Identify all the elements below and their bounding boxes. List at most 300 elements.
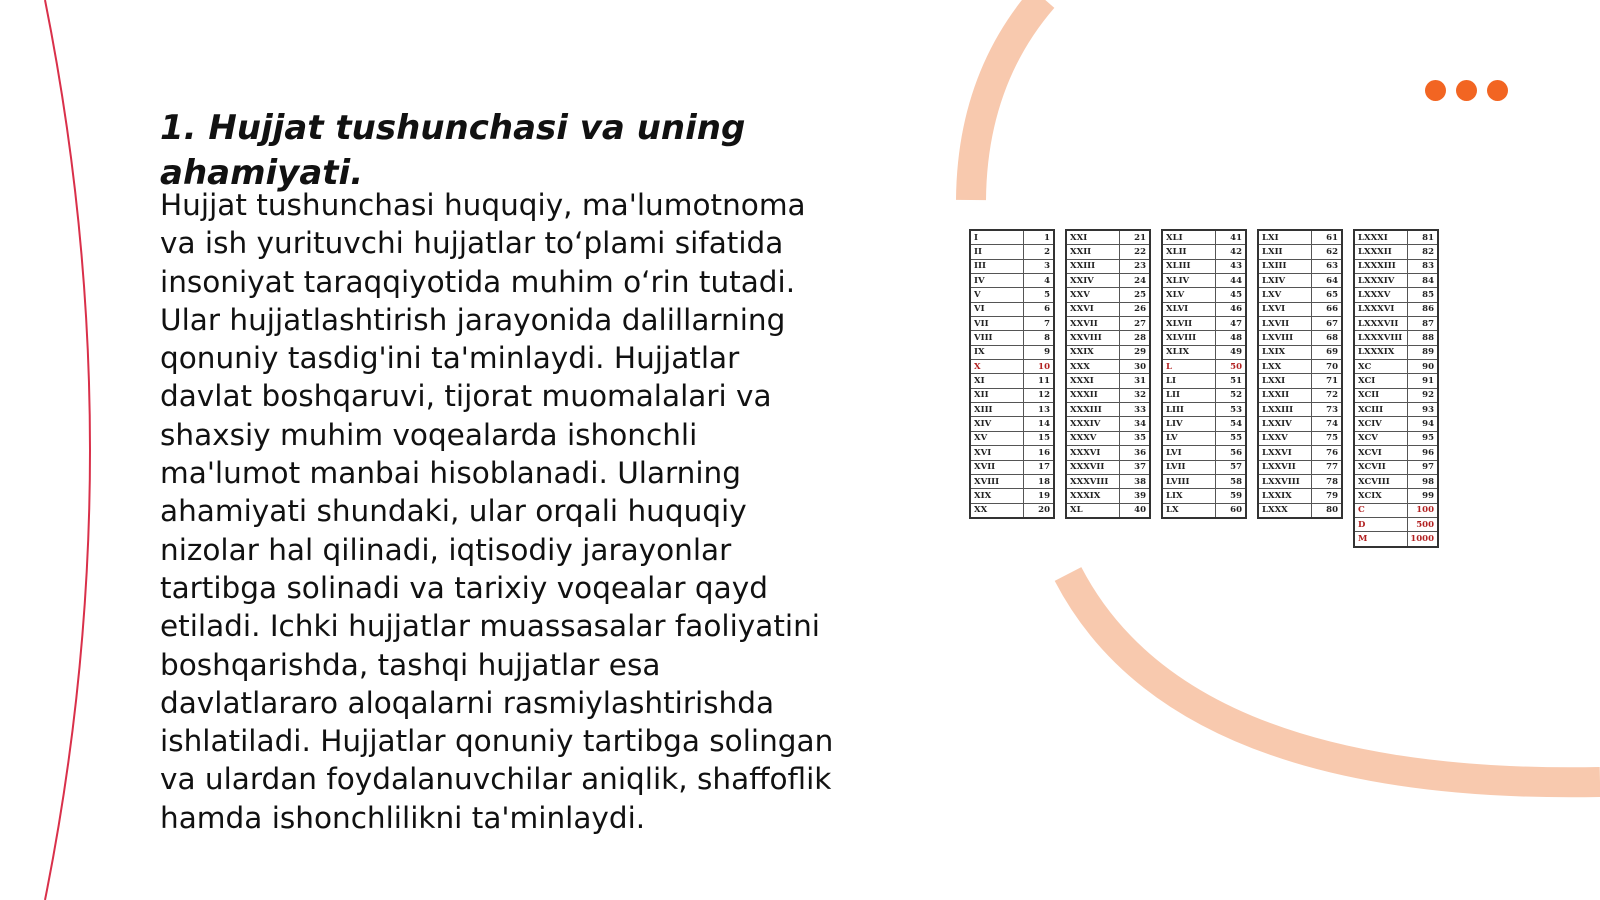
roman-numeral: XVI: [974, 446, 1024, 459]
roman-numeral: XXII: [1070, 245, 1120, 258]
numeral-table-row: [1355, 317, 1437, 331]
arabic-number: 69: [1326, 347, 1338, 358]
roman-numeral: LXXIII: [1262, 403, 1312, 416]
roman-numeral: LXXXVI: [1358, 303, 1408, 316]
arabic-number: 34: [1134, 419, 1146, 430]
roman-numeral: XLI: [1166, 231, 1216, 244]
numeral-table-column: [1161, 229, 1247, 519]
roman-numeral: XLVII: [1166, 317, 1216, 330]
arabic-number: 84: [1422, 275, 1434, 286]
numeral-table-row: [1355, 461, 1437, 475]
arabic-number: 90: [1422, 361, 1434, 372]
arabic-number: 94: [1422, 419, 1434, 430]
arabic-number: 13: [1038, 404, 1050, 415]
arabic-number: 12: [1038, 390, 1050, 401]
numeral-table-row: [971, 231, 1053, 245]
arabic-number: 91: [1422, 376, 1434, 387]
arabic-number: 35: [1134, 433, 1146, 444]
numeral-table-row: [1355, 475, 1437, 489]
roman-numeral: LXXIX: [1262, 489, 1312, 502]
numeral-table-row: [1163, 504, 1245, 517]
arabic-number: 23: [1134, 261, 1146, 272]
numeral-table-row: [1355, 532, 1437, 545]
numeral-table-row: [1067, 417, 1149, 431]
roman-numeral: XXXVIII: [1070, 475, 1120, 488]
numeral-table-row: [1355, 274, 1437, 288]
arabic-number: 79: [1326, 490, 1338, 501]
roman-numeral: XXXIV: [1070, 417, 1120, 430]
numeral-table-row: [1067, 346, 1149, 360]
roman-numeral: LXIII: [1262, 260, 1312, 273]
numeral-table-row: [1355, 331, 1437, 345]
numeral-table-column: [1065, 229, 1151, 519]
roman-numeral: XLIX: [1166, 346, 1216, 359]
numeral-table-row: [1163, 317, 1245, 331]
roman-numeral: XLV: [1166, 288, 1216, 301]
numeral-table-row: [1355, 489, 1437, 503]
numeral-table-row: [1067, 403, 1149, 417]
numeral-table-row: [1355, 360, 1437, 374]
arabic-number: 9: [1044, 347, 1050, 358]
roman-numeral: LII: [1166, 389, 1216, 402]
roman-numeral: LXXXIII: [1358, 260, 1408, 273]
numeral-table-row: [1355, 303, 1437, 317]
numeral-table-row: [1163, 231, 1245, 245]
numeral-table-row: [1067, 260, 1149, 274]
numeral-table-row: [1067, 288, 1149, 302]
arabic-number: 30: [1134, 361, 1146, 372]
orange-arc-top: [971, 0, 1043, 200]
roman-numeral: XXVI: [1070, 303, 1120, 316]
arabic-number: 15: [1038, 433, 1050, 444]
arabic-number: 21: [1134, 232, 1146, 243]
numeral-table-column: [1257, 229, 1343, 519]
roman-numeral: LXXV: [1262, 432, 1312, 445]
arabic-number: 77: [1326, 462, 1338, 473]
roman-numeral: LI: [1166, 374, 1216, 387]
numeral-table-row: [971, 403, 1053, 417]
roman-numeral: LIX: [1166, 489, 1216, 502]
numeral-table-row: [1259, 432, 1341, 446]
numeral-table-row: [971, 288, 1053, 302]
arabic-number: 95: [1422, 433, 1434, 444]
numeral-table-row: [1067, 245, 1149, 259]
roman-numeral: LXI: [1262, 231, 1312, 244]
arabic-number: 85: [1422, 290, 1434, 301]
orange-arc-bottom: [1068, 574, 1600, 782]
numeral-table-row: [1355, 260, 1437, 274]
numeral-table-row: [971, 432, 1053, 446]
numeral-table-row: [971, 245, 1053, 259]
roman-numeral: VI: [974, 303, 1024, 316]
roman-numeral: VII: [974, 317, 1024, 330]
numeral-table-row: [971, 360, 1053, 374]
roman-numeral: LXIV: [1262, 274, 1312, 287]
roman-numeral: III: [974, 260, 1024, 273]
roman-numeral: L: [1166, 360, 1216, 373]
numeral-table-row: [1163, 461, 1245, 475]
roman-numeral: XXXI: [1070, 374, 1120, 387]
arabic-number: 40: [1134, 505, 1146, 516]
arabic-number: 63: [1326, 261, 1338, 272]
arabic-number: 1: [1044, 232, 1050, 243]
numeral-table-row: [971, 303, 1053, 317]
arabic-number: 67: [1326, 318, 1338, 329]
arabic-number: 93: [1422, 404, 1434, 415]
arabic-number: 50: [1230, 361, 1242, 372]
numeral-table-row: [971, 417, 1053, 431]
arabic-number: 8: [1044, 333, 1050, 344]
numeral-table-row: [1355, 417, 1437, 431]
arabic-number: 97: [1422, 462, 1434, 473]
numeral-table-row: [971, 374, 1053, 388]
roman-numeral: XCIX: [1358, 489, 1408, 502]
arabic-number: 33: [1134, 404, 1146, 415]
numeral-table-row: [1067, 231, 1149, 245]
arabic-number: 96: [1422, 447, 1434, 458]
arabic-number: 19: [1038, 490, 1050, 501]
roman-numeral: XXXVII: [1070, 461, 1120, 474]
arabic-number: 11: [1038, 376, 1050, 387]
arabic-number: 1000: [1410, 533, 1434, 544]
arabic-number: 73: [1326, 404, 1338, 415]
arabic-number: 74: [1326, 419, 1338, 430]
numeral-table-row: [1355, 403, 1437, 417]
roman-numeral: XXV: [1070, 288, 1120, 301]
roman-numeral: LXXIV: [1262, 417, 1312, 430]
roman-numeral: XXX: [1070, 360, 1120, 373]
roman-numeral: I: [974, 231, 1024, 244]
arabic-number: 76: [1326, 447, 1338, 458]
arabic-number: 2: [1044, 247, 1050, 258]
arabic-number: 98: [1422, 476, 1434, 487]
roman-numeral: XXXIII: [1070, 403, 1120, 416]
slide-title: 1. Hujjat tushunchasi va uning ahamiyati.: [160, 108, 746, 193]
numeral-table-row: [971, 446, 1053, 460]
roman-numeral: LXXVIII: [1262, 475, 1312, 488]
roman-numeral: LXXXV: [1358, 288, 1408, 301]
numeral-table-row: [1355, 288, 1437, 302]
arabic-number: 37: [1134, 462, 1146, 473]
numeral-table-row: [1067, 389, 1149, 403]
arabic-number: 71: [1326, 376, 1338, 387]
numeral-table-row: [1067, 374, 1149, 388]
arabic-number: 500: [1416, 519, 1434, 530]
numeral-table-row: [1067, 360, 1149, 374]
roman-numeral: VIII: [974, 331, 1024, 344]
arabic-number: 28: [1134, 333, 1146, 344]
numeral-table-row: [1355, 504, 1437, 518]
roman-numeral: LXXII: [1262, 389, 1312, 402]
roman-numeral: XCVII: [1358, 461, 1408, 474]
numeral-table-row: [1163, 360, 1245, 374]
roman-numeral: XXVII: [1070, 317, 1120, 330]
roman-numeral: XII: [974, 389, 1024, 402]
dot-icon: [1487, 80, 1508, 101]
arabic-number: 17: [1038, 462, 1050, 473]
roman-numeral: XXXV: [1070, 432, 1120, 445]
arabic-number: 32: [1134, 390, 1146, 401]
arabic-number: 65: [1326, 290, 1338, 301]
roman-numeral: LXX: [1262, 360, 1312, 373]
roman-numeral: XLIII: [1166, 260, 1216, 273]
numeral-table-row: [1067, 274, 1149, 288]
roman-numeral: D: [1358, 518, 1408, 531]
numeral-table-column: [1353, 229, 1439, 548]
numeral-table-row: [1259, 303, 1341, 317]
numeral-table-row: [971, 489, 1053, 503]
arabic-number: 66: [1326, 304, 1338, 315]
arabic-number: 58: [1230, 476, 1242, 487]
numeral-table-row: [1259, 260, 1341, 274]
numeral-table-row: [1067, 504, 1149, 517]
roman-numeral: LX: [1166, 504, 1216, 517]
roman-numeral: XVIII: [974, 475, 1024, 488]
roman-numeral: XX: [974, 504, 1024, 517]
roman-numeral: XCVIII: [1358, 475, 1408, 488]
roman-numeral: XCV: [1358, 432, 1408, 445]
roman-numeral: LVIII: [1166, 475, 1216, 488]
roman-numeral: XLIV: [1166, 274, 1216, 287]
numeral-table-row: [1259, 245, 1341, 259]
arabic-number: 31: [1134, 376, 1146, 387]
arabic-number: 10: [1038, 361, 1050, 372]
numeral-table-row: [1067, 446, 1149, 460]
arabic-number: 52: [1230, 390, 1242, 401]
roman-numeral: XL: [1070, 504, 1120, 517]
numeral-table-row: [1259, 288, 1341, 302]
slide-body-text: Hujjat tushunchasi huquqiy, ma'lumotnoma va ish yurituvchi hujjatlar to‘plami sifatida insoniyat taraqqiyotida muhim o‘rin tutadi. Ular hujjatlashtirish jarayonida dalillarning qonuniy tasdig'ini ta'minlaydi. Hujjatlar davlat boshqaruvi, tijorat muomalalari va shaxsiy muhim voqealarda ishonchli ma'lumot manbai hisoblanadi. Ularning ahamiyati shundaki, ular orqali huquqiy nizolar hal qilinadi, iqtisodiy jarayonlar tartibga solinadi va tarixiy voqealar qayd etiladi. Ichki hujjatlar muassasalar faoliyatini boshqarishda, tashqi hujjatlar esa davlatlararo aloqalarni rasmiylashtirishda ishlatiladi. Hujjatlar qonuniy tartibga solingan va ulardan foydalanuvchilar aniqlik, shaffoflik hamda ishonchlilikni ta'minlaydi.: [160, 188, 834, 835]
numeral-table-row: [971, 274, 1053, 288]
numeral-table-row: [1163, 374, 1245, 388]
roman-numeral: XLII: [1166, 245, 1216, 258]
roman-numeral: XXVIII: [1070, 331, 1120, 344]
roman-numeral: LXII: [1262, 245, 1312, 258]
numeral-table-row: [1067, 475, 1149, 489]
numeral-table-row: [1355, 245, 1437, 259]
numeral-table-row: [1067, 303, 1149, 317]
roman-numeral: LXXVI: [1262, 446, 1312, 459]
arabic-number: 68: [1326, 333, 1338, 344]
numeral-table-row: [1067, 432, 1149, 446]
numeral-table-row: [971, 504, 1053, 517]
numeral-table-row: [1259, 346, 1341, 360]
numeral-table-row: [1163, 346, 1245, 360]
arabic-number: 86: [1422, 304, 1434, 315]
arabic-number: 46: [1230, 304, 1242, 315]
arabic-number: 18: [1038, 476, 1050, 487]
arabic-number: 56: [1230, 447, 1242, 458]
roman-numeral: XXI: [1070, 231, 1120, 244]
numeral-table-column: [969, 229, 1055, 519]
arabic-number: 100: [1416, 505, 1434, 516]
roman-numeral: LXXXI: [1358, 231, 1408, 244]
numeral-table-row: [1355, 374, 1437, 388]
roman-numeral: IX: [974, 346, 1024, 359]
numeral-table-row: [971, 346, 1053, 360]
arabic-number: 99: [1422, 490, 1434, 501]
roman-numeral: LXXXVIII: [1358, 331, 1408, 344]
roman-numeral: XIII: [974, 403, 1024, 416]
roman-numeral: XLVIII: [1166, 331, 1216, 344]
arabic-number: 70: [1326, 361, 1338, 372]
numeral-table-row: [971, 461, 1053, 475]
dots-decoration: [1425, 80, 1508, 101]
arabic-number: 5: [1044, 290, 1050, 301]
arabic-number: 22: [1134, 247, 1146, 258]
numeral-table-row: [1259, 274, 1341, 288]
roman-numeral: LXV: [1262, 288, 1312, 301]
arabic-number: 87: [1422, 318, 1434, 329]
roman-numeral: X: [974, 360, 1024, 373]
numeral-table-row: [1067, 317, 1149, 331]
roman-numeral: XXIX: [1070, 346, 1120, 359]
arabic-number: 36: [1134, 447, 1146, 458]
roman-numeral: XIX: [974, 489, 1024, 502]
numeral-table-row: [1259, 504, 1341, 517]
numeral-table-row: [1163, 274, 1245, 288]
numeral-table-row: [1163, 331, 1245, 345]
numeral-table-row: [1067, 489, 1149, 503]
arabic-number: 20: [1038, 505, 1050, 516]
arabic-number: 4: [1044, 275, 1050, 286]
arabic-number: 61: [1326, 232, 1338, 243]
arabic-number: 3: [1044, 261, 1050, 272]
roman-numeral: LXVII: [1262, 317, 1312, 330]
arabic-number: 92: [1422, 390, 1434, 401]
roman-numeral: XIV: [974, 417, 1024, 430]
roman-numeral: XC: [1358, 360, 1408, 373]
arabic-number: 26: [1134, 304, 1146, 315]
arabic-number: 39: [1134, 490, 1146, 501]
roman-numeral: LXVIII: [1262, 331, 1312, 344]
numeral-table-row: [1259, 360, 1341, 374]
numeral-table-row: [1259, 489, 1341, 503]
numeral-table-row: [1163, 489, 1245, 503]
roman-numeral: LXXXIX: [1358, 346, 1408, 359]
arabic-number: 64: [1326, 275, 1338, 286]
roman-numeral: LXVI: [1262, 303, 1312, 316]
arabic-number: 49: [1230, 347, 1242, 358]
arabic-number: 62: [1326, 247, 1338, 258]
arabic-number: 59: [1230, 490, 1242, 501]
numeral-table-row: [1163, 303, 1245, 317]
arabic-number: 43: [1230, 261, 1242, 272]
numeral-table-row: [1355, 346, 1437, 360]
roman-numeral: LXXVII: [1262, 461, 1312, 474]
arabic-number: 41: [1230, 232, 1242, 243]
arabic-number: 24: [1134, 275, 1146, 286]
arabic-number: 72: [1326, 390, 1338, 401]
roman-numeral: XI: [974, 374, 1024, 387]
roman-numeral: XXXIX: [1070, 489, 1120, 502]
roman-numeral: LVI: [1166, 446, 1216, 459]
numeral-table-row: [971, 475, 1053, 489]
numeral-table-row: [1259, 475, 1341, 489]
numeral-table-row: [1163, 417, 1245, 431]
numeral-table-row: [1259, 317, 1341, 331]
roman-numeral: LXXI: [1262, 374, 1312, 387]
arabic-number: 42: [1230, 247, 1242, 258]
roman-numeral: XCIII: [1358, 403, 1408, 416]
numeral-table-row: [1355, 518, 1437, 532]
dot-icon: [1456, 80, 1477, 101]
arabic-number: 51: [1230, 376, 1242, 387]
arabic-number: 75: [1326, 433, 1338, 444]
roman-numeral-table: [969, 229, 1439, 548]
numeral-table-row: [1067, 331, 1149, 345]
roman-numeral: LIV: [1166, 417, 1216, 430]
roman-numeral: XXXVI: [1070, 446, 1120, 459]
dot-icon: [1425, 80, 1446, 101]
arabic-number: 47: [1230, 318, 1242, 329]
arabic-number: 6: [1044, 304, 1050, 315]
roman-numeral: XXIII: [1070, 260, 1120, 273]
numeral-table-row: [1163, 389, 1245, 403]
arabic-number: 25: [1134, 290, 1146, 301]
numeral-table-row: [1259, 331, 1341, 345]
numeral-table-row: [1259, 231, 1341, 245]
roman-numeral: LVII: [1166, 461, 1216, 474]
arabic-number: 60: [1230, 505, 1242, 516]
roman-numeral: M: [1358, 532, 1408, 545]
numeral-table-row: [1355, 389, 1437, 403]
numeral-table-row: [971, 317, 1053, 331]
numeral-table-row: [1259, 417, 1341, 431]
arabic-number: 78: [1326, 476, 1338, 487]
numeral-table-row: [1259, 403, 1341, 417]
roman-numeral: V: [974, 288, 1024, 301]
roman-numeral: XVII: [974, 461, 1024, 474]
arabic-number: 83: [1422, 261, 1434, 272]
numeral-table-row: [1163, 260, 1245, 274]
numeral-table-row: [971, 389, 1053, 403]
roman-numeral: XCII: [1358, 389, 1408, 402]
numeral-table-row: [971, 260, 1053, 274]
roman-numeral: LXXXII: [1358, 245, 1408, 258]
numeral-table-row: [1259, 446, 1341, 460]
arabic-number: 82: [1422, 247, 1434, 258]
numeral-table-row: [1163, 446, 1245, 460]
numeral-table-row: [1259, 461, 1341, 475]
roman-numeral: IV: [974, 274, 1024, 287]
numeral-table-row: [1163, 475, 1245, 489]
roman-numeral: C: [1358, 504, 1408, 517]
roman-numeral: LXIX: [1262, 346, 1312, 359]
arabic-number: 89: [1422, 347, 1434, 358]
arabic-number: 54: [1230, 419, 1242, 430]
numeral-table-row: [1355, 432, 1437, 446]
numeral-table-row: [1259, 389, 1341, 403]
numeral-table-row: [1355, 446, 1437, 460]
numeral-table-row: [971, 331, 1053, 345]
roman-numeral: LIII: [1166, 403, 1216, 416]
arabic-number: 45: [1230, 290, 1242, 301]
arabic-number: 48: [1230, 333, 1242, 344]
arabic-number: 55: [1230, 433, 1242, 444]
arabic-number: 80: [1326, 505, 1338, 516]
roman-numeral: XCVI: [1358, 446, 1408, 459]
arabic-number: 14: [1038, 419, 1050, 430]
roman-numeral: XLVI: [1166, 303, 1216, 316]
arabic-number: 38: [1134, 476, 1146, 487]
left-red-curve: [45, 0, 90, 900]
roman-numeral: II: [974, 245, 1024, 258]
numeral-table-row: [1163, 403, 1245, 417]
arabic-number: 81: [1422, 232, 1434, 243]
arabic-number: 88: [1422, 333, 1434, 344]
numeral-table-row: [1163, 245, 1245, 259]
